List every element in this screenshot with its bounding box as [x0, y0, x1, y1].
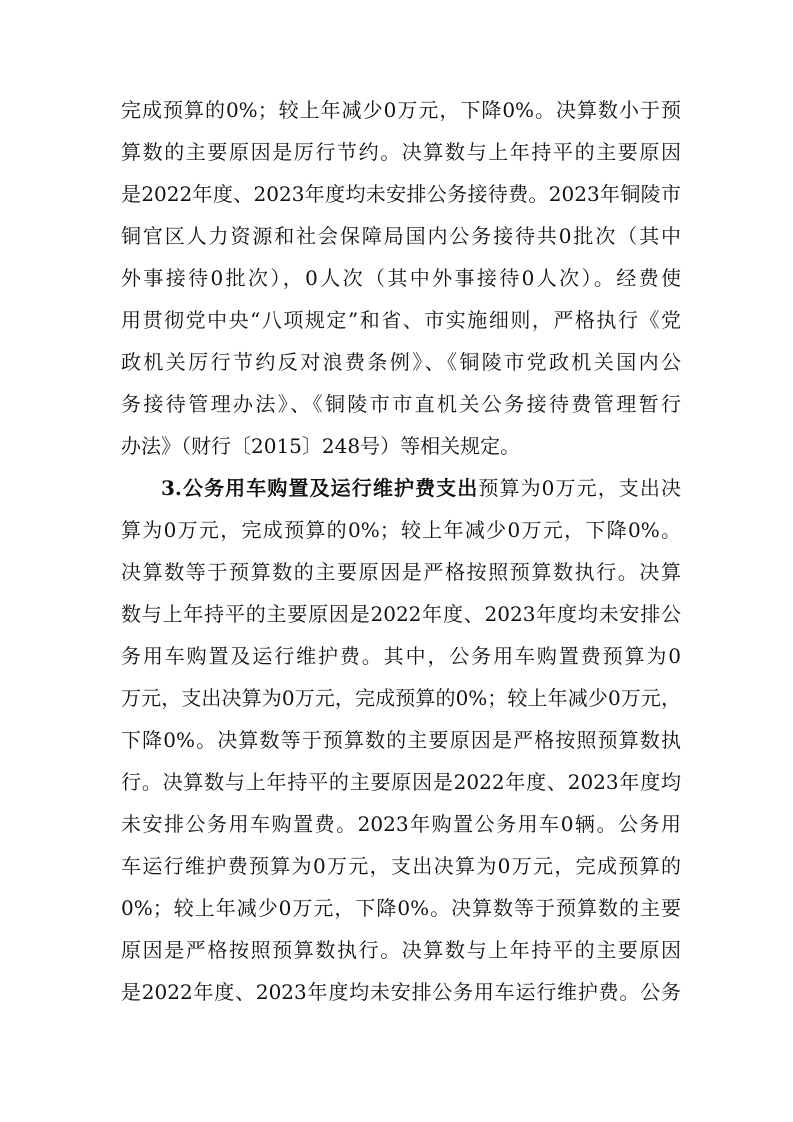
text-line: 办法》（财行〔2015〕248号）等相关规定。 [121, 434, 521, 458]
section-3-first-line [161, 470, 681, 506]
section-3-first-line-text: 预算为0万元，支出决 [478, 476, 681, 500]
text-line: 完成预算的0%；较上年减少0万元，下降0%。决算数小于预 [121, 98, 681, 122]
text-line: 车运行维护费预算为0万元，支出决算为0万元，完成预算的 [121, 854, 681, 878]
text-line: 用贯彻党中央“八项规定”和省、市实施细则，严格执行《党 [121, 308, 681, 332]
text-line: 铜官区人力资源和社会保障局国内公务接待共0批次（其中 [121, 224, 681, 248]
text-line: 是2022年度、2023年度均未安排公务用车运行维护费。公务 [121, 980, 681, 1004]
text-line: 决算数等于预算数的主要原因是严格按照预算数执行。决算 [121, 560, 681, 584]
text-line: 行。决算数与上年持平的主要原因是2022年度、2023年度均 [121, 770, 681, 794]
text-line: 数与上年持平的主要原因是2022年度、2023年度均未安排公 [121, 602, 681, 626]
text-line: 务用车购置及运行维护费。其中，公务用车购置费预算为0 [121, 644, 681, 668]
text-line: 政机关厉行节约反对浪费条例》、《铜陵市党政机关国内公 [121, 350, 681, 374]
text-line: 外事接待0批次），0人次（其中外事接待0人次）。经费使 [121, 266, 681, 290]
text-line: 原因是严格按照预算数执行。决算数与上年持平的主要原因 [121, 938, 681, 962]
section-3-heading: 3.公务用车购置及运行维护费支出 [161, 476, 479, 500]
text-line: 算数的主要原因是厉行节约。决算数与上年持平的主要原因 [121, 140, 681, 164]
text-line: 下降0%。决算数等于预算数的主要原因是严格按照预算数执 [121, 728, 681, 752]
text-line: 0%；较上年减少0万元，下降0%。决算数等于预算数的主要 [121, 896, 681, 920]
text-line: 务接待管理办法》、《铜陵市市直机关公务接待费管理暂行 [121, 392, 681, 416]
text-line: 未安排公务用车购置费。2023年购置公务用车0辆。公务用 [121, 812, 681, 836]
text-line: 是2022年度、2023年度均未安排公务接待费。2023年铜陵市 [121, 182, 681, 206]
text-line: 万元，支出决算为0万元，完成预算的0%；较上年减少0万元， [121, 686, 681, 710]
text-line: 算为0万元，完成预算的0%；较上年减少0万元，下降0%。 [121, 518, 681, 542]
